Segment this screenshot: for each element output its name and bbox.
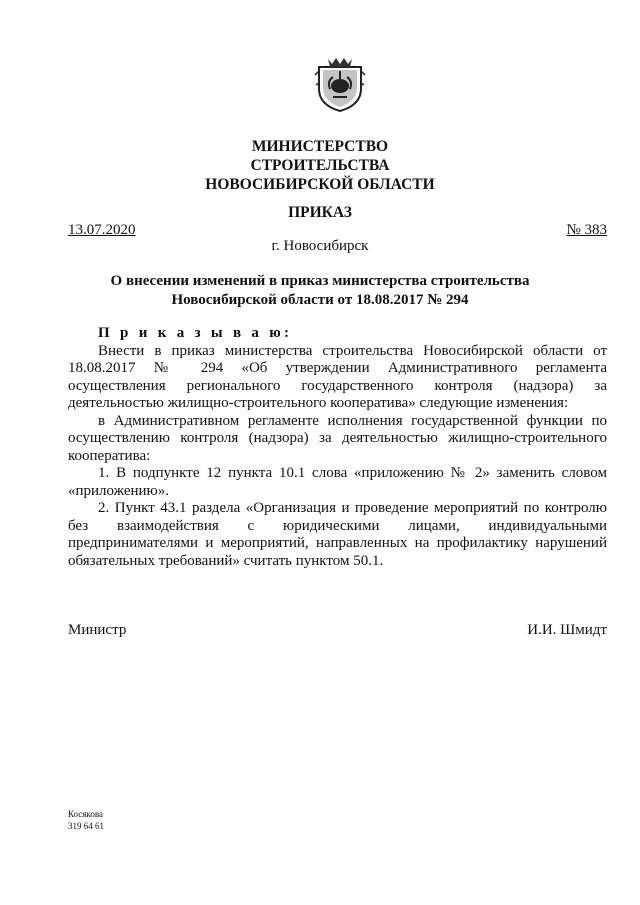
order-subject xyxy=(0,272,640,310)
coat-of-arms-icon xyxy=(313,55,367,113)
order-number: № 383 xyxy=(566,222,607,238)
executor-phone: 319 64 61 xyxy=(68,821,104,831)
order-body xyxy=(68,325,607,570)
subject-line: О внесении изменений в приказ министерства строительства xyxy=(110,273,530,289)
executor-name: Косякова xyxy=(68,809,103,819)
executor-info xyxy=(68,808,104,832)
subject-line: Новосибирской области от 18.08.2017 № 294 xyxy=(171,292,469,308)
ministry-line: СТРОИТЕЛЬСТВА xyxy=(250,157,390,174)
ministry-line: НОВОСИБИРСКОЙ ОБЛАСТИ xyxy=(205,176,435,193)
order-city: г. Новосибирск xyxy=(271,238,369,254)
body-item: 2. Пункт 43.1 раздела «Организация и проведение мероприятий по контролю без взаимодействия с юридическими лицами, индивидуальными предпринимателями и мероприятий, направленных на профилактику нарушений обязательных требований» считать пунктом 50.1. xyxy=(68,500,607,569)
signature-position: Министр xyxy=(68,622,127,638)
prikaz-heading: П р и к а з ы в а ю: xyxy=(98,325,293,341)
body-paragraph: Внести в приказ министерства строительства Новосибирской области от 18.08.2017 № 294 «Об утверждении Административного регламента осуществления регионального государственного контроля (надзора) за деятельностью жилищно-строительного кооператива» следующие изменения: xyxy=(68,342,607,411)
ministry-name xyxy=(0,137,640,194)
order-date: 13.07.2020 xyxy=(68,222,136,238)
body-item: 1. В подпункте 12 пункта 10.1 слова «приложению № 2» заменить словом «приложению». xyxy=(68,465,607,499)
signature-name: И.И. Шмидт xyxy=(527,622,607,638)
ministry-line: МИНИСТЕРСТВО xyxy=(251,138,389,155)
order-title: ПРИКАЗ xyxy=(288,204,352,221)
body-paragraph: в Административном регламенте исполнения государственной функции по осуществлению контроля (надзора) за деятельностью жилищно-строительного кооператива: xyxy=(68,412,607,464)
